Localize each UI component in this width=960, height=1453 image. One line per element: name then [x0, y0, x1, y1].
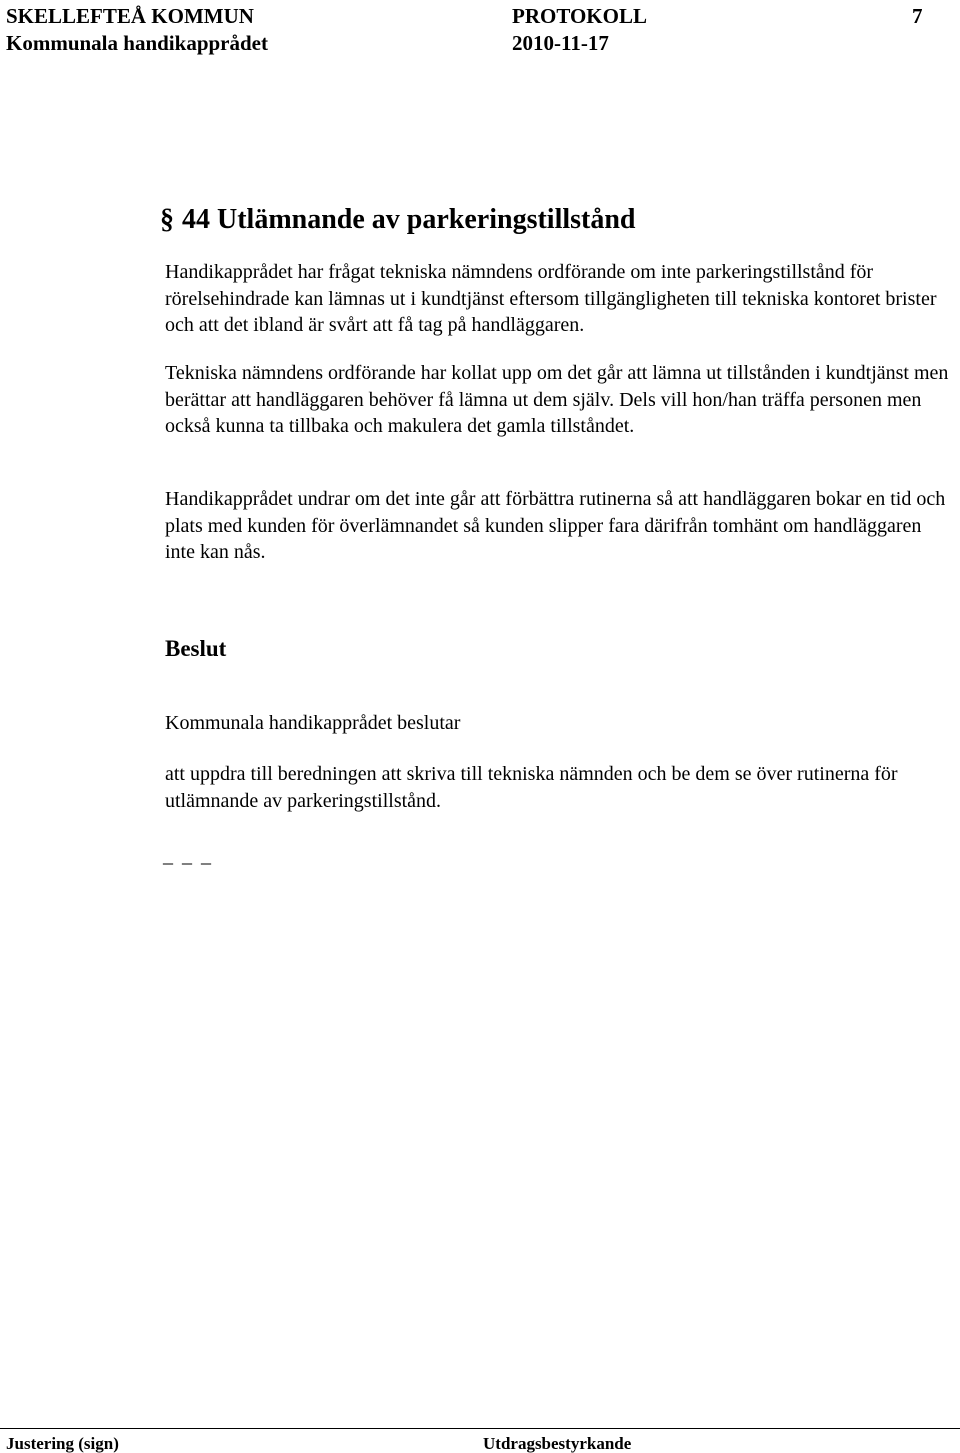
decision-text: att uppdra till beredningen att skriva till tekniska nämnden och be dem se över rutinerna för utlämnande av parkeringstillstånd.	[165, 763, 898, 812]
municipality-name: SKELLEFTEÅ KOMMUN	[6, 4, 254, 28]
footer-signature-label: Justering (sign)	[6, 1434, 119, 1453]
paragraph-1: Handikapprådet har frågat tekniska nämndens ordförande om inte parkeringstillstånd för rörelsehindrade kan lämnas ut i kundtjänst eftersom tillgängligheten till tekniska kontoret brister och att det ibland är svårt att få tag på handläggaren.	[165, 261, 937, 336]
separator-dashes: _ _ _	[163, 845, 213, 867]
page-footer	[0, 1428, 960, 1451]
decision-intro: Kommunala handikapprådet beslutar	[165, 712, 461, 734]
meeting-date: 2010-11-17	[512, 31, 609, 55]
section-title-text: 44 Utlämnande av parkeringstillstånd	[182, 204, 636, 235]
committee-name: Kommunala handikapprådet	[6, 31, 268, 55]
footer-extract-label: Utdragsbestyrkande	[483, 1434, 632, 1453]
decision-heading: Beslut	[165, 636, 227, 661]
document-type: PROTOKOLL	[512, 4, 647, 28]
paragraph-2: Tekniska nämndens ordförande har kollat upp om det går att lämna ut tillstånden i kundtjänst men berättar att handläggaren behöver få lämna ut dem själv. Dels vill hon/han träffa personen men också kunna ta tillbaka och makulera det gamla tillståndet.	[165, 362, 949, 437]
section-symbol: §	[160, 204, 174, 235]
paragraph-3: Handikapprådet undrar om det inte går att förbättra rutinerna så att handläggaren bokar en tid och plats med kunden för överlämnandet så kunden slipper fara därifrån tomhänt om handläggaren inte kan nås.	[165, 488, 946, 563]
section-title	[160, 202, 636, 238]
page-number: 7	[912, 4, 923, 28]
